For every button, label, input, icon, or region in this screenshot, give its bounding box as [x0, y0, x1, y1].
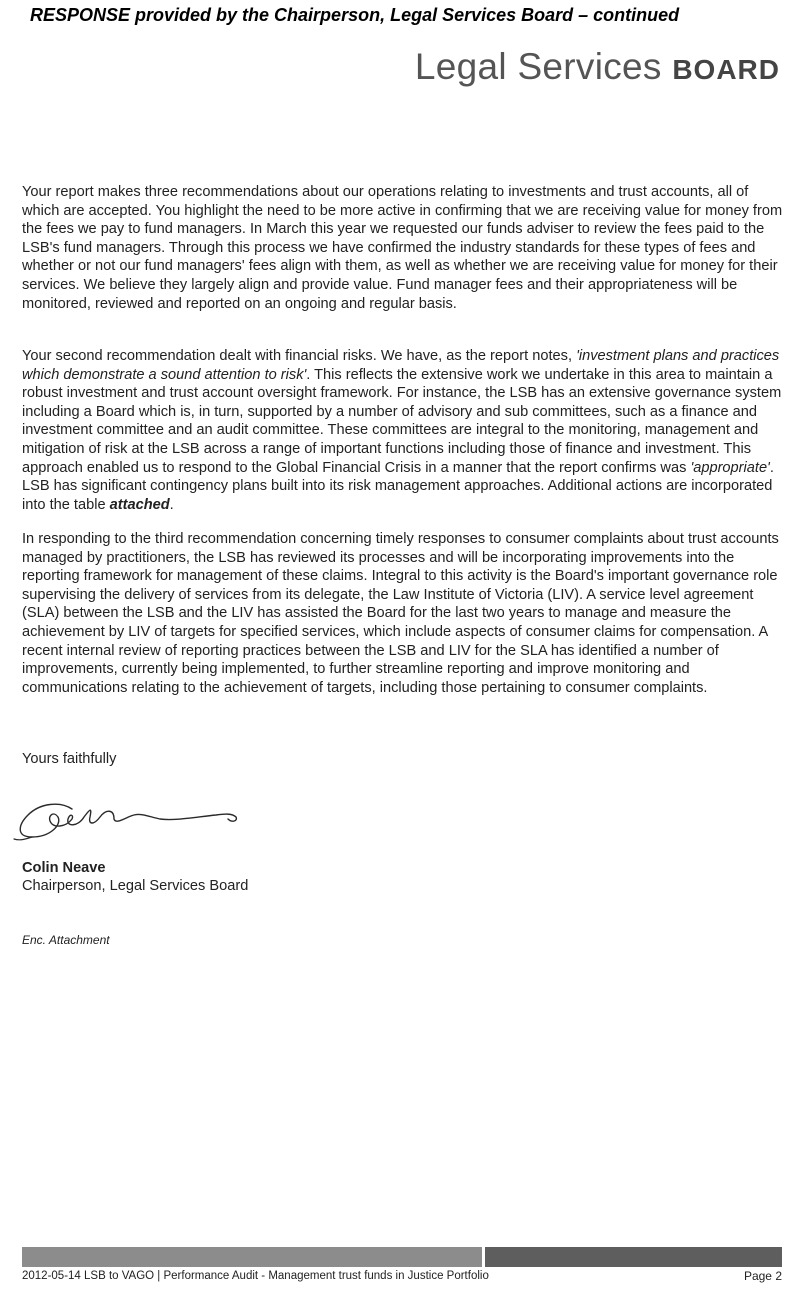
enclosure-note: Enc. Attachment: [22, 933, 110, 947]
paragraph-recommendations: Your report makes three recommendations about our operations relating to investments and trust accounts, all of which are accepted. You highlight the need to be more active in confirming that we are receiving value for money from the fees we pay to fund managers. In March this year we requested our funds adviser to review the fees paid to the LSB's fund managers. Through this process we have confirmed the industry standards for these types of fees and whether or not our fund managers' fees align with them, as well as whether we are receiving value for money for their services. We believe they largely align and provide value. Fund manager fees and their appropriateness will be monitored, reviewed and reported on an ongoing and regular basis.: [22, 184, 783, 312]
logo-bold-text: BOARD: [672, 54, 780, 85]
p2-text-c: . This reflects the extensive work we undertake in this area to maintain a robust investment and trust account oversight framework. For instance, the LSB has an extensive governance system including a Board which is, in turn, supported by a number of advisory and sub committees, such as a finance and investment committee and an audit committee. These committees are integral to the monitoring, management and mitigation of risk at the LSB across a range of important functions including those of finance and investment. This approach enabled us to respond to the Global Financial Crisis in a manner that the report confirms was: [22, 366, 782, 476]
p2-quote-appropriate: 'appropriate': [690, 459, 770, 476]
paragraph-financial-risks: [22, 347, 784, 514]
closing-salutation: Yours faithfully: [22, 751, 117, 767]
footer-bar-right-segment: [485, 1247, 782, 1267]
signer-name: Colin Neave: [22, 860, 106, 876]
footer-bar-left-segment: [22, 1247, 482, 1267]
p2-attached-emphasis: attached: [109, 496, 170, 513]
p2-text-g: .: [169, 496, 174, 513]
signer-title: Chairperson, Legal Services Board: [22, 878, 249, 894]
logo-light-text: Legal Services: [414, 46, 662, 87]
footer-document-reference: 2012-05-14 LSB to VAGO | Performance Audit - Management trust funds in Justice Portfolio: [22, 1270, 489, 1282]
handwritten-signature: [10, 795, 250, 845]
footer-bar: [22, 1247, 782, 1267]
footer-page-number: Page 2: [743, 1269, 782, 1283]
p2-text-a: Your second recommendation dealt with financial risks. We have, as the report notes,: [22, 348, 577, 364]
page-header: RESPONSE provided by the Chairperson, Legal Services Board – continued: [30, 5, 680, 25]
p2-text-e: . LSB has significant contingency plans built into its risk management approaches. Additional actions are incorporated into the table: [22, 459, 774, 513]
paragraph-consumer-complaints: In responding to the third recommendation concerning timely responses to consumer complaints about trust accounts managed by practitioners, the LSB has reviewed its processes and will be incorporating improvements into the reporting framework for management of these claims. Integral to this activity is the Board's important governance role supervising the delivery of services from its delegate, the Law Institute of Victoria (LIV). A service level agreement (SLA) between the LSB and the LIV has assisted the Board for the last two years to manage and measure the achievement by LIV of targets for specified services, which include aspects of consumer claims for compensation. A recent internal review of reporting practices between the LSB and LIV for the SLA has identified a number of improvements, currently being implemented, to further streamline reporting and improve monitoring and communications relating to the achievement of targets, including those pertaining to consumer complaints.: [22, 531, 779, 696]
p2-quote-investment-plans: 'investment plans and practices which demonstrate a sound attention to risk': [22, 348, 780, 383]
legal-services-board-logo: [415, 46, 780, 88]
